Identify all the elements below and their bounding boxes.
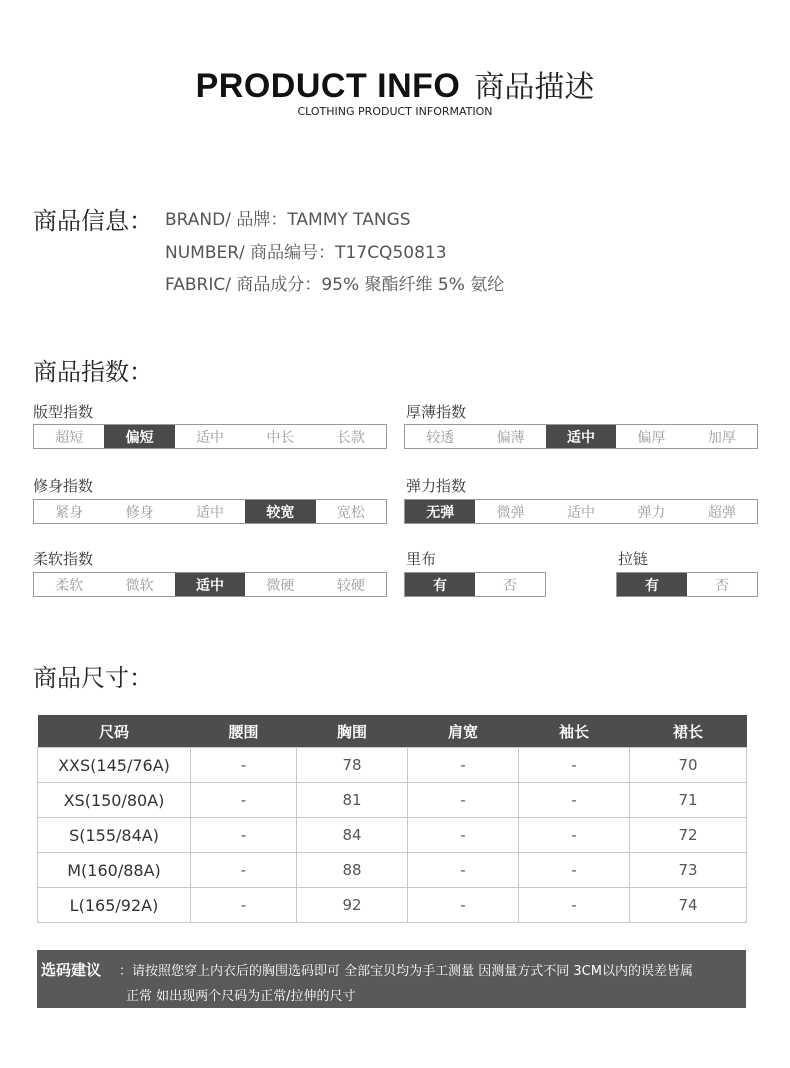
scale-option-selected: 无弹 — [405, 500, 475, 523]
indices-heading: 商品指数： — [33, 358, 153, 386]
shoulder-cell: - — [408, 818, 519, 853]
number-line: NUMBER/ 商品编号：T17CQ50813 — [165, 243, 447, 263]
index-label: 弹力指数 — [406, 477, 467, 495]
scale-option: 修身 — [125, 504, 154, 521]
skirt-length-cell: 74 — [630, 888, 747, 923]
title-cn: 商品描述 — [474, 70, 595, 105]
sleeve-cell: - — [519, 853, 630, 888]
scale-option: 加厚 — [707, 429, 736, 446]
scale-option: 适中 — [196, 429, 225, 446]
index-scale-lining — [404, 572, 546, 597]
scale-option: 偏薄 — [496, 429, 525, 446]
size-cell: L(165/92A) — [38, 888, 191, 923]
shoulder-cell: - — [408, 748, 519, 783]
advice-text-line1: ：请按照您穿上内衣后的胸围选码即可 全部宝贝均为手工测量 因测量方式不同 3CM以内的误差皆属 — [119, 964, 693, 979]
scale-option-selected: 适中 — [175, 573, 245, 596]
waist-cell: - — [191, 853, 297, 888]
table-row — [38, 818, 747, 853]
waist-cell: - — [191, 783, 297, 818]
table-row — [38, 748, 747, 783]
scale-option: 宽松 — [336, 504, 365, 521]
table-header-row — [38, 715, 747, 748]
scale-option: 否 — [715, 577, 729, 594]
title-en: PRODUCT INFO — [195, 67, 461, 105]
index-scale-elasticity — [404, 499, 758, 524]
scale-option: 中长 — [266, 429, 295, 446]
scale-option: 超弹 — [707, 504, 736, 521]
scale-option: 弹力 — [637, 504, 666, 521]
scale-option: 否 — [503, 577, 517, 594]
column-header: 胸围 — [297, 715, 408, 748]
waist-cell: - — [191, 748, 297, 783]
size-cell: M(160/88A) — [38, 853, 191, 888]
scale-option-selected: 适中 — [546, 425, 616, 448]
index-label: 里布 — [406, 550, 437, 568]
shoulder-cell: - — [408, 888, 519, 923]
scale-option: 适中 — [567, 504, 596, 521]
column-header: 肩宽 — [408, 715, 519, 748]
scale-option: 紧身 — [55, 504, 84, 521]
skirt-length-cell: 70 — [630, 748, 747, 783]
scale-option: 微弹 — [496, 504, 525, 521]
bust-cell: 81 — [297, 783, 408, 818]
page-header — [0, 62, 790, 106]
subtitle: CLOTHING PRODUCT INFORMATION — [297, 105, 493, 118]
index-scale-zipper — [616, 572, 758, 597]
column-header: 裙长 — [630, 715, 747, 748]
sleeve-cell: - — [519, 748, 630, 783]
product-info-heading: 商品信息： — [33, 207, 153, 235]
fabric-line: FABRIC/ 商品成分：95% 聚酯纤维 5% 氨纶 — [165, 275, 505, 295]
column-header: 腰围 — [191, 715, 297, 748]
waist-cell: - — [191, 818, 297, 853]
index-scale-thickness — [404, 424, 758, 449]
scale-option: 偏厚 — [637, 429, 666, 446]
shoulder-cell: - — [408, 783, 519, 818]
index-scale-fit — [33, 424, 387, 449]
size-advice-banner — [37, 950, 746, 1008]
scale-option: 较硬 — [336, 577, 365, 594]
bust-cell: 78 — [297, 748, 408, 783]
scale-option: 适中 — [196, 504, 225, 521]
index-scale-softness — [33, 572, 387, 597]
sleeve-cell: - — [519, 888, 630, 923]
sleeve-cell: - — [519, 783, 630, 818]
skirt-length-cell: 71 — [630, 783, 747, 818]
scale-option-selected: 有 — [617, 573, 687, 596]
scale-option: 微软 — [125, 577, 154, 594]
scale-option: 较透 — [426, 429, 455, 446]
index-label: 厚薄指数 — [406, 403, 467, 421]
index-label: 拉链 — [618, 550, 649, 568]
scale-option-selected: 较宽 — [245, 500, 315, 523]
size-table — [37, 715, 747, 923]
column-header: 尺码 — [38, 715, 191, 748]
brand-line: BRAND/ 品牌：TAMMY TANGS — [165, 210, 411, 230]
scale-option: 微硬 — [266, 577, 295, 594]
index-label: 柔软指数 — [33, 550, 94, 568]
skirt-length-cell: 73 — [630, 853, 747, 888]
scale-option: 柔软 — [55, 577, 84, 594]
index-label: 版型指数 — [33, 403, 94, 421]
size-cell: S(155/84A) — [38, 818, 191, 853]
bust-cell: 88 — [297, 853, 408, 888]
advice-text-line2: 正常 如出现两个尺码为正常/拉伸的尺寸 — [126, 989, 356, 1004]
size-cell: XXS(145/76A) — [38, 748, 191, 783]
scale-option: 超短 — [55, 429, 84, 446]
waist-cell: - — [191, 888, 297, 923]
index-scale-slim — [33, 499, 387, 524]
scale-option-selected: 偏短 — [104, 425, 174, 448]
table-row — [38, 853, 747, 888]
sleeve-cell: - — [519, 818, 630, 853]
column-header: 袖长 — [519, 715, 630, 748]
bust-cell: 92 — [297, 888, 408, 923]
shoulder-cell: - — [408, 853, 519, 888]
bust-cell: 84 — [297, 818, 408, 853]
index-label: 修身指数 — [33, 477, 94, 495]
size-cell: XS(150/80A) — [38, 783, 191, 818]
scale-option-selected: 有 — [405, 573, 475, 596]
advice-label: 选码建议 — [41, 961, 102, 979]
size-heading: 商品尺寸： — [33, 664, 153, 692]
table-row — [38, 888, 747, 923]
skirt-length-cell: 72 — [630, 818, 747, 853]
table-row — [38, 783, 747, 818]
scale-option: 长款 — [336, 429, 365, 446]
